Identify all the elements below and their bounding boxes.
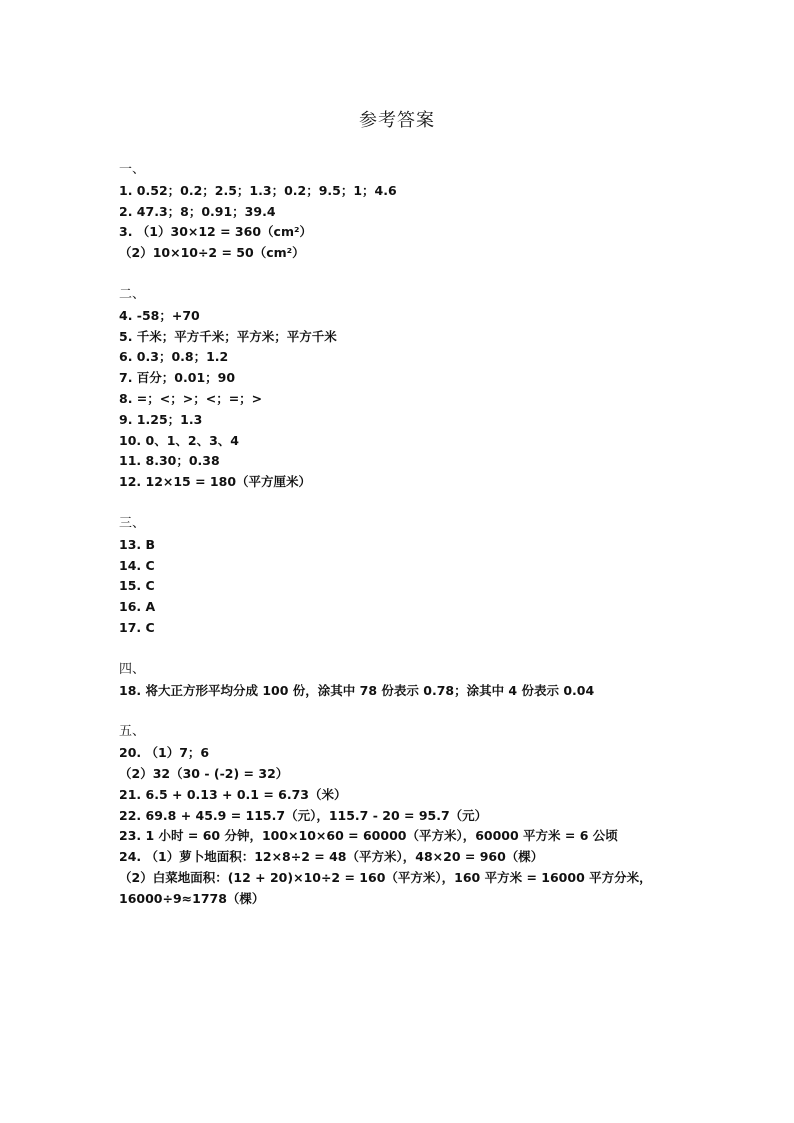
section-heading: 二、 [119,286,146,302]
answer-line: 7. 百分；0.01；90 [119,370,236,386]
answer-line: 8. =；<；>；<；=；> [119,390,263,406]
section-1 [119,160,679,264]
answer-line: 17. C [119,619,155,635]
section-heading: 三、 [119,515,146,531]
answer-line: 15. C [119,578,155,594]
answer-line: 2. 47.3；8；0.91；39.4 [119,203,276,219]
answer-line: 12. 12×15 = 180（平方厘米） [119,474,312,490]
section-2 [119,285,679,493]
answer-line: 5. 千米；平方千米；平方米；平方千米 [119,328,337,344]
page-title: 参考答案 [359,110,435,131]
answer-line: 16. A [119,599,156,615]
section-5 [119,722,679,909]
section-heading: 四、 [119,661,146,677]
answer-line: 20. （1）7；6 [119,745,210,761]
answer-line: 10. 0、1、2、3、4 [119,432,239,448]
answer-content [119,160,679,931]
answer-line: 21. 6.5 + 0.13 + 0.1 = 6.73（米） [119,786,347,802]
section-4 [119,660,679,702]
answer-line: 4. -58；+70 [119,307,200,323]
answer-line: 24. （1）萝卜地面积：12×8÷2 = 48（平方米），48×20 = 960（棵） [119,849,544,865]
answer-line: （2）10×10÷2 = 50（cm²） [119,245,305,261]
section-heading: 五、 [119,724,146,740]
answer-line: 3. （1）30×12 = 360（cm²） [119,224,312,240]
section-3 [119,514,679,639]
answer-line: 14. C [119,557,155,573]
section-heading: 一、 [119,162,146,177]
answer-line: 22. 69.8 + 45.9 = 115.7（元），115.7 - 20 = 95.7（元） [119,807,488,823]
answer-line: （2）白菜地面积：(12 + 20)×10÷2 = 160（平方米），160 平方米 = 16000 平方分米， [119,869,652,885]
answer-line: 1. 0.52；0.2；2.5；1.3；0.2；9.5；1；4.6 [119,182,397,198]
answer-line: 18. 将大正方形平均分成 100 份，涂其中 78 份表示 0.78；涂其中 4 份表示 0.04 [119,682,595,698]
answer-line: 23. 1 小时 = 60 分钟，100×10×60 = 60000（平方米），60000 平方米 = 6 公顷 [119,828,618,844]
answer-line: 11. 8.30；0.38 [119,453,220,469]
answer-line: 6. 0.3；0.8；1.2 [119,349,229,365]
answer-line: 9. 1.25；1.3 [119,411,203,427]
answer-line: （2）32（30 - (-2) = 32） [119,765,289,781]
answer-line: 13. B [119,536,156,552]
answer-line: 16000÷9≈1778（棵） [119,890,265,906]
